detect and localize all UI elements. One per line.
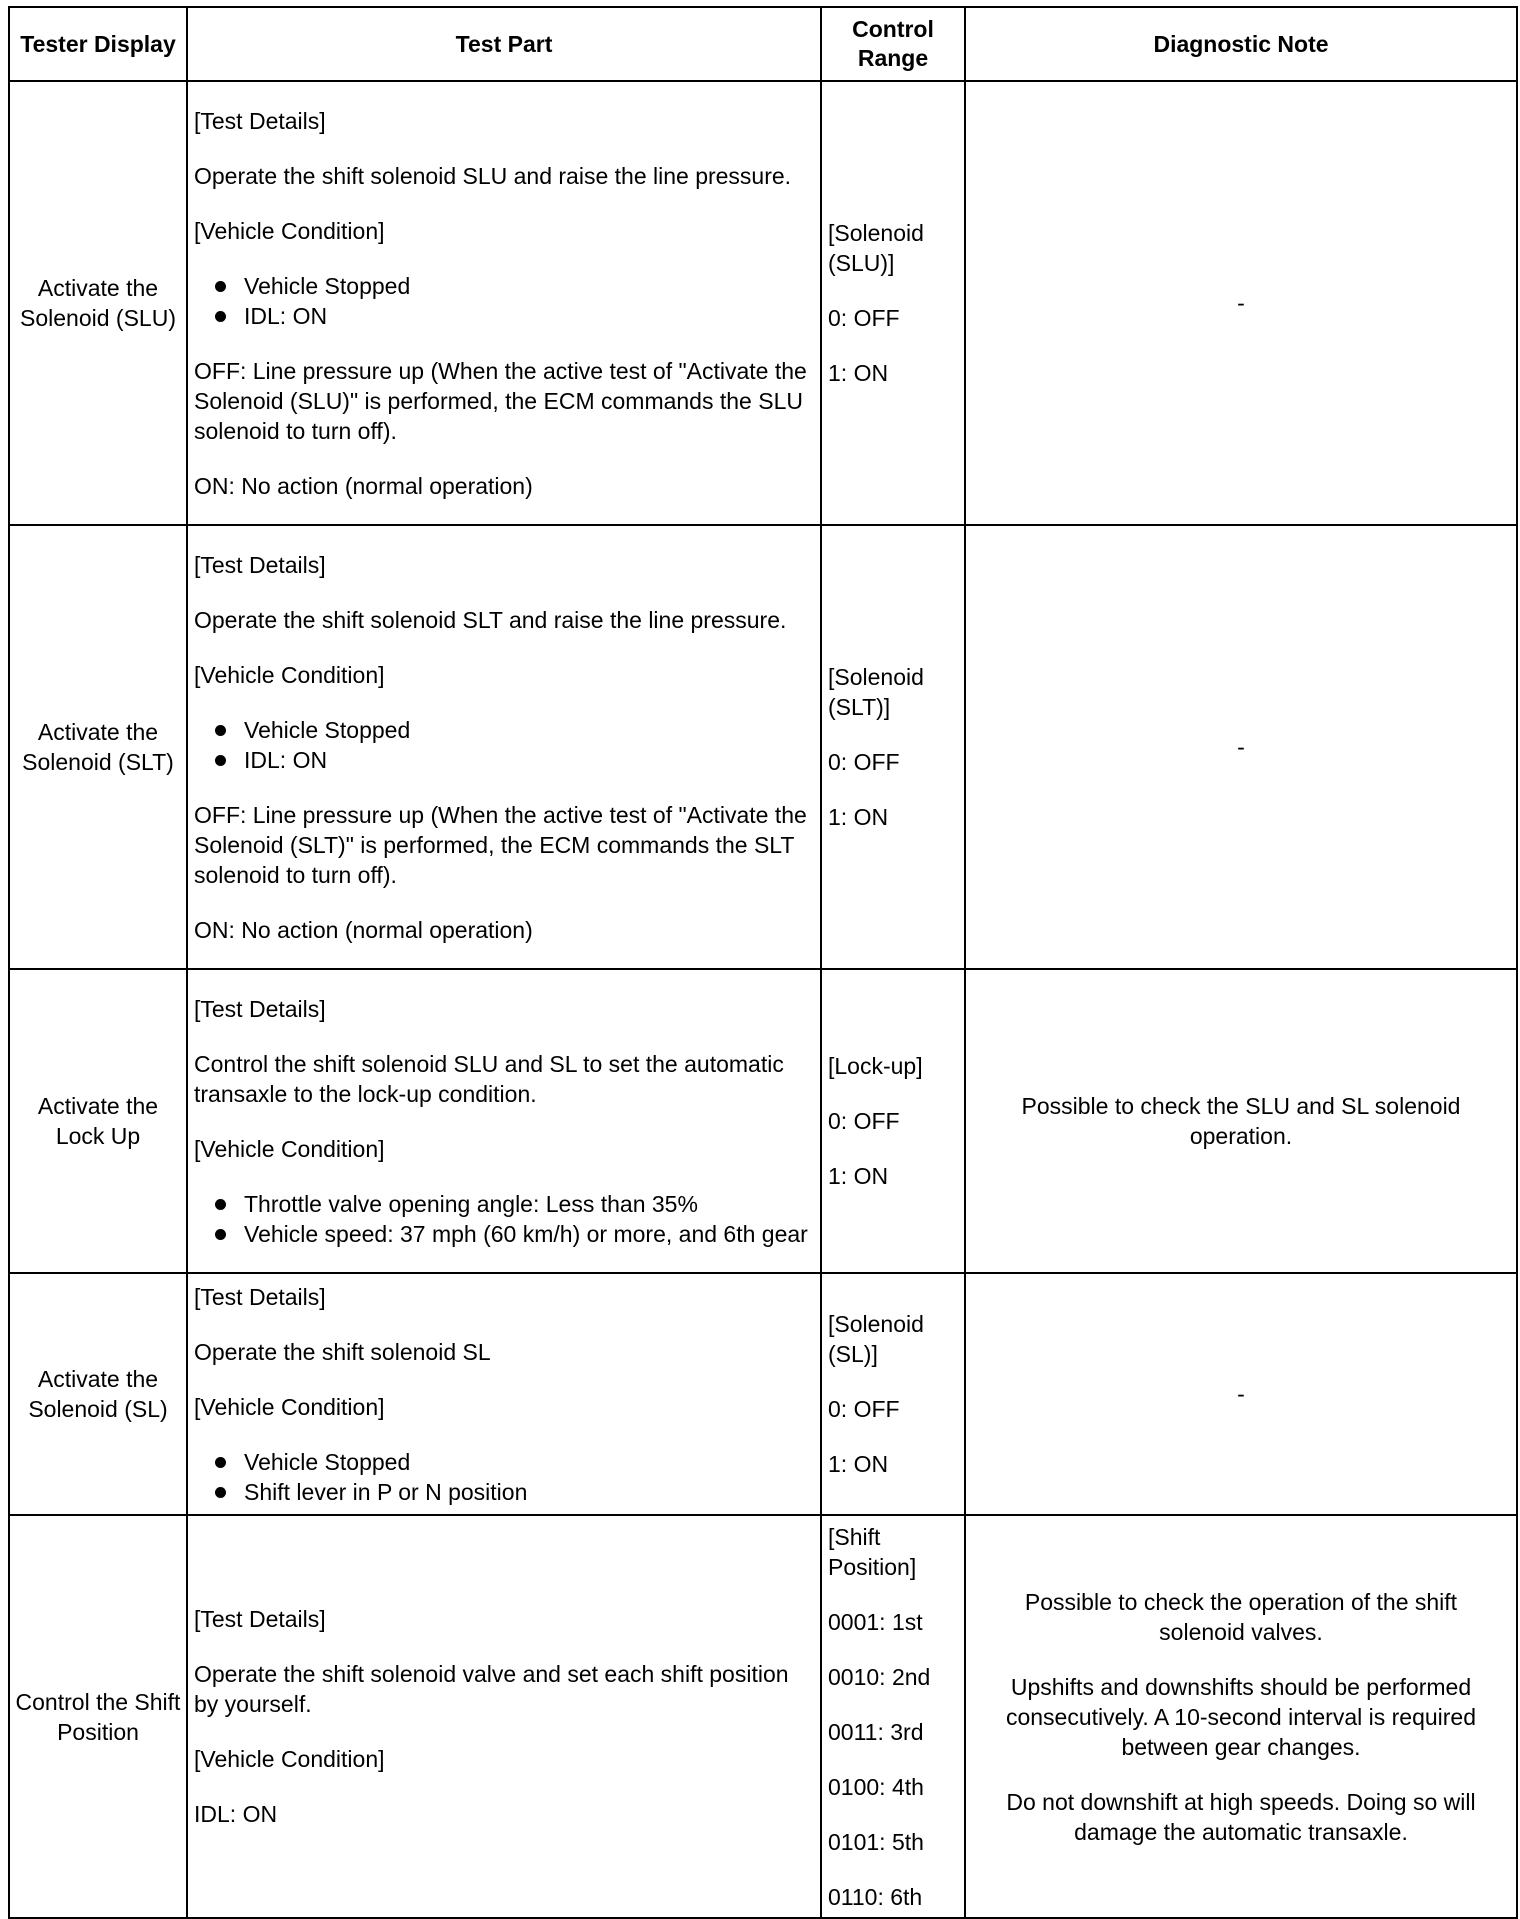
table-row — [9, 525, 1517, 969]
control-range-cell — [821, 969, 965, 1273]
range-value: 0100: 4th — [828, 1773, 924, 1800]
diagnostic-note-text: Possible to check the operation of the shift solenoid valves. — [1024, 1588, 1458, 1645]
table-row — [9, 1515, 1517, 1918]
test-part-cell — [187, 1515, 821, 1918]
note-text: ON: No action (normal operation) — [194, 472, 533, 499]
control-range-cell — [821, 525, 965, 969]
test-details-text: Control the shift solenoid SLU and SL to set the automatic transaxle to the lock-up condition. — [194, 1050, 784, 1107]
condition-list — [194, 715, 812, 775]
range-label: [Solenoid (SLT)] — [828, 664, 924, 720]
test-details-text: Operate the shift solenoid valve and set each shift position by yourself. — [194, 1661, 789, 1717]
range-label: [Shift Position] — [828, 1523, 917, 1580]
table-row — [9, 81, 1517, 525]
test-part-cell — [187, 1273, 821, 1515]
condition-item: Vehicle Stopped — [213, 1447, 812, 1477]
range-value: 1: ON — [828, 804, 889, 830]
table-row — [9, 969, 1517, 1273]
header-row — [9, 7, 1517, 81]
condition-item: Vehicle speed: 37 mph (60 km/h) or more, and 6th gear — [213, 1219, 812, 1249]
note-text: ON: No action (normal operation) — [194, 916, 533, 943]
range-value: 0101: 5th — [828, 1828, 924, 1855]
range-label: [Solenoid (SL)] — [828, 1311, 924, 1367]
diagnostic-note-text: Upshifts and downshifts should be performed consecutively. A 10-second interval is required between gear changes. — [1005, 1673, 1477, 1760]
header-test-part: Test Part — [187, 7, 821, 81]
tester-display-cell: Activate the Solenoid (SLT) — [9, 525, 187, 969]
test-details-text: Operate the shift solenoid SLU and raise the line pressure. — [194, 162, 792, 189]
vehicle-condition-label: [Vehicle Condition] — [194, 661, 385, 688]
tester-display-cell: Activate the Solenoid (SL) — [9, 1273, 187, 1515]
range-value: 1: ON — [828, 1451, 889, 1477]
condition-item: Vehicle Stopped — [213, 715, 812, 745]
range-value: 1: ON — [828, 360, 889, 386]
range-value: 0: OFF — [828, 305, 900, 331]
condition-item: Shift lever in P or N position — [213, 1477, 812, 1507]
test-details-label: [Test Details] — [194, 551, 326, 578]
vehicle-condition-label: [Vehicle Condition] — [194, 1135, 385, 1162]
condition-item: Vehicle Stopped — [213, 271, 812, 301]
condition-item: IDL: ON — [213, 301, 812, 331]
header-control-range: Control Range — [821, 7, 965, 81]
range-value: 0: OFF — [828, 1396, 900, 1422]
diagnostic-note-text: - — [1237, 734, 1245, 760]
range-value: 0011: 3rd — [828, 1718, 924, 1745]
condition-text: IDL: ON — [194, 1801, 278, 1827]
tester-display-cell: Activate the Solenoid (SLU) — [9, 81, 187, 525]
diagnostic-note-cell — [965, 1273, 1517, 1515]
vehicle-condition-label: [Vehicle Condition] — [194, 217, 385, 244]
test-details-label: [Test Details] — [194, 1606, 326, 1632]
test-details-label: [Test Details] — [194, 995, 326, 1022]
condition-list — [194, 271, 812, 331]
range-label: [Solenoid (SLU)] — [828, 220, 924, 276]
test-part-cell — [187, 525, 821, 969]
control-range-cell — [821, 81, 965, 525]
test-details-label: [Test Details] — [194, 1283, 326, 1310]
tester-display-cell: Activate the Lock Up — [9, 969, 187, 1273]
diagnostic-note-cell — [965, 1515, 1517, 1918]
diagnostic-note-cell — [965, 525, 1517, 969]
vehicle-condition-label: [Vehicle Condition] — [194, 1746, 385, 1772]
diagnostic-note-cell — [965, 81, 1517, 525]
tester-display-cell: Control the Shift Position — [9, 1515, 187, 1918]
range-value: 0110: 6th — [828, 1883, 923, 1910]
vehicle-condition-label: [Vehicle Condition] — [194, 1393, 385, 1420]
control-range-cell — [821, 1515, 965, 1918]
active-test-table — [8, 6, 1518, 1919]
header-diagnostic-note: Diagnostic Note — [965, 7, 1517, 81]
test-details-text: Operate the shift solenoid SLT and raise the line pressure. — [194, 606, 787, 633]
header-tester-display: Tester Display — [9, 7, 187, 81]
test-details-label: [Test Details] — [194, 107, 326, 134]
diagnostic-note-cell — [965, 969, 1517, 1273]
range-value: 0: OFF — [828, 749, 900, 775]
condition-list — [194, 1447, 812, 1507]
test-details-text: Operate the shift solenoid SL — [194, 1338, 491, 1365]
test-part-cell — [187, 81, 821, 525]
table-row — [9, 1273, 1517, 1515]
condition-list — [194, 1189, 812, 1249]
range-label: [Lock-up] — [828, 1053, 923, 1079]
range-value: 1: ON — [828, 1163, 889, 1189]
range-value: 0001: 1st — [828, 1608, 923, 1635]
range-value: 0010: 2nd — [828, 1663, 931, 1690]
condition-item: IDL: ON — [213, 745, 812, 775]
test-part-cell — [187, 969, 821, 1273]
diagnostic-note-text: Possible to check the SLU and SL solenoid operation. — [1021, 1093, 1461, 1149]
range-value: 0: OFF — [828, 1108, 900, 1134]
note-text: OFF: Line pressure up (When the active test of "Activate the Solenoid (SLU)" is performed, the ECM commands the SLU solenoid to turn off). — [194, 357, 807, 444]
control-range-cell — [821, 1273, 965, 1515]
diagnostic-note-text: - — [1237, 290, 1245, 316]
diagnostic-note-text: Do not downshift at high speeds. Doing so will damage the automatic transaxle. — [1006, 1788, 1476, 1845]
condition-item: Throttle valve opening angle: Less than 35% — [213, 1189, 812, 1219]
note-text: OFF: Line pressure up (When the active test of "Activate the Solenoid (SLT)" is performed, the ECM commands the SLT solenoid to turn off). — [194, 801, 807, 888]
diagnostic-note-text: - — [1237, 1381, 1245, 1407]
